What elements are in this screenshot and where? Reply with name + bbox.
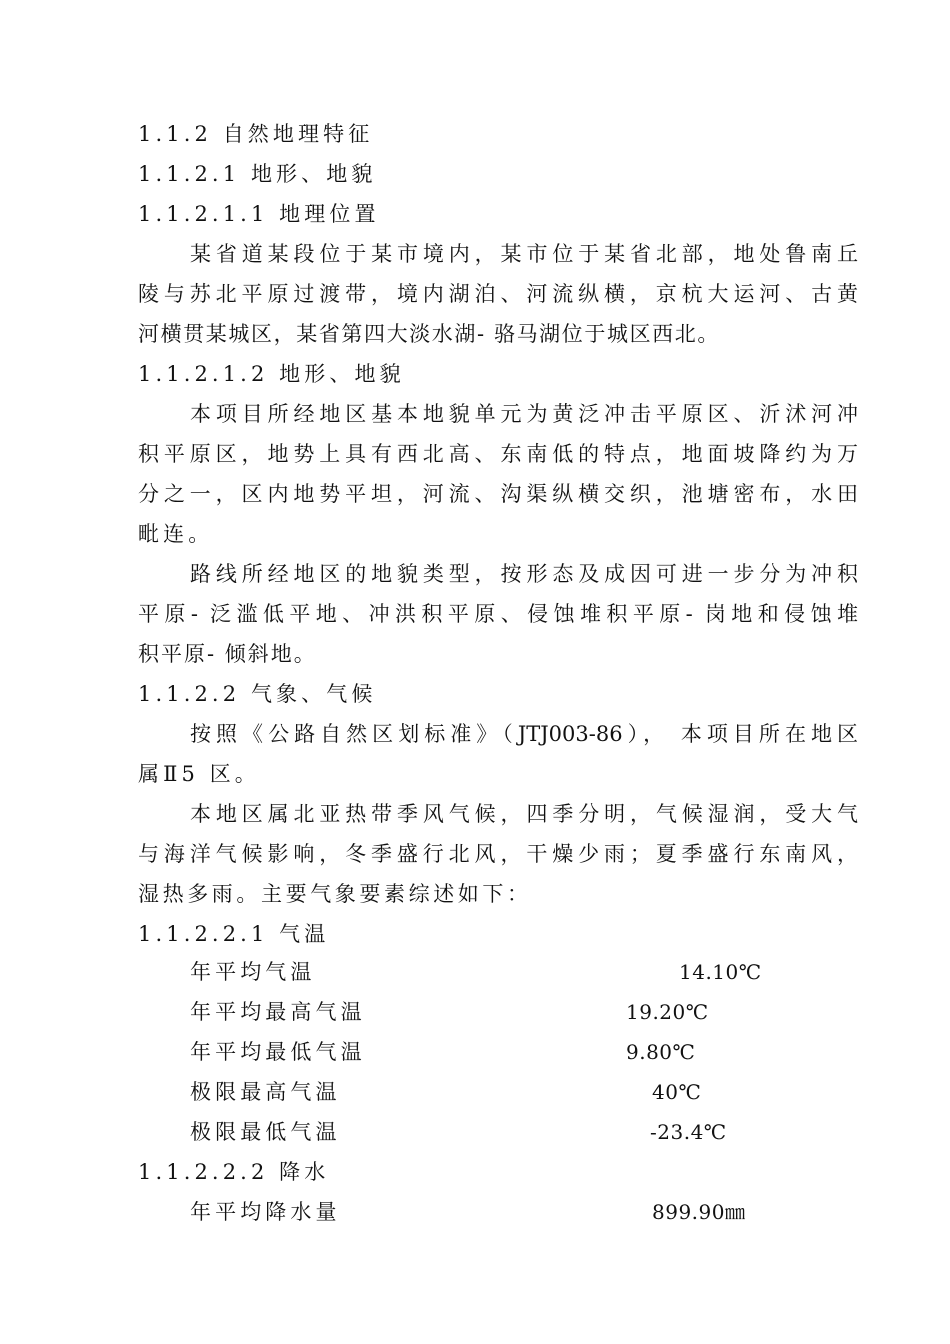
paragraph-line: 路线所经地区的地貌类型，按形态及成因可进一步分为冲积: [190, 562, 858, 586]
paragraph-line: 河横贯某城区，某省第四大淡水湖- 骆马湖位于城区西北。: [138, 322, 720, 346]
temperature-value: 14.10℃: [679, 960, 762, 984]
paragraph-line: 本地区属北亚热带季风气候，四季分明，气候湿润，受大气: [190, 802, 858, 826]
temperature-value: 19.20℃: [626, 1000, 709, 1024]
temperature-value: 40℃: [652, 1080, 702, 1104]
temperature-label: 年平均气温: [190, 960, 316, 984]
paragraph-line: 本项目所经地区基本地貌单元为黄泛冲击平原区、沂沭河冲: [190, 402, 858, 426]
section-heading-1-1-2-2-2: 1.1.2.2.2 降水: [138, 1160, 330, 1184]
section-heading-1-1-2-2-1: 1.1.2.2.1 气温: [138, 922, 330, 946]
paragraph-line: 某省道某段位于某市境内，某市位于某省北部，地处鲁南丘: [190, 242, 858, 266]
section-heading-1-1-2-1: 1.1.2.1 地形、地貌: [138, 162, 377, 186]
section-heading-1-1-2: 1.1.2 自然地理特征: [138, 122, 374, 146]
section-heading-1-1-2-1-1: 1.1.2.1.1 地理位置: [138, 202, 380, 226]
paragraph-line: 按照《公路自然区划标准》（JTJ003-86）， 本项目所在地区: [190, 722, 858, 746]
paragraph-line: 毗连。: [138, 522, 214, 546]
paragraph-line: 湿热多雨。主要气象要素综述如下：: [138, 882, 532, 906]
precipitation-label: 年平均降水量: [190, 1200, 341, 1224]
precipitation-value: 899.90㎜: [652, 1200, 746, 1224]
temperature-label: 年平均最低气温: [190, 1040, 366, 1064]
section-heading-1-1-2-1-2: 1.1.2.1.2 地形、地貌: [138, 362, 405, 386]
paragraph-line: 与海洋气候影响，冬季盛行北风，干燥少雨；夏季盛行东南风，: [138, 842, 858, 866]
paragraph-line: 平原- 泛滥低平地、冲洪积平原、侵蚀堆积平原- 岗地和侵蚀堆: [138, 602, 858, 626]
section-heading-1-1-2-2: 1.1.2.2 气象、气候: [138, 682, 377, 706]
temperature-label: 极限最低气温: [190, 1120, 341, 1144]
paragraph-line: 分之一，区内地势平坦，河流、沟渠纵横交织，池塘密布，水田: [138, 482, 858, 506]
temperature-value: 9.80℃: [626, 1040, 696, 1064]
paragraph-line: 积平原区，地势上具有西北高、东南低的特点，地面坡降约为万: [138, 442, 858, 466]
paragraph-line: 陵与苏北平原过渡带，境内湖泊、河流纵横，京杭大运河、古黄: [138, 282, 858, 306]
temperature-label: 年平均最高气温: [190, 1000, 366, 1024]
temperature-label: 极限最高气温: [190, 1080, 341, 1104]
paragraph-line: 属Ⅱ5 区。: [138, 762, 260, 786]
paragraph-line: 积平原- 倾斜地。: [138, 642, 317, 666]
temperature-value: -23.4℃: [650, 1120, 727, 1144]
